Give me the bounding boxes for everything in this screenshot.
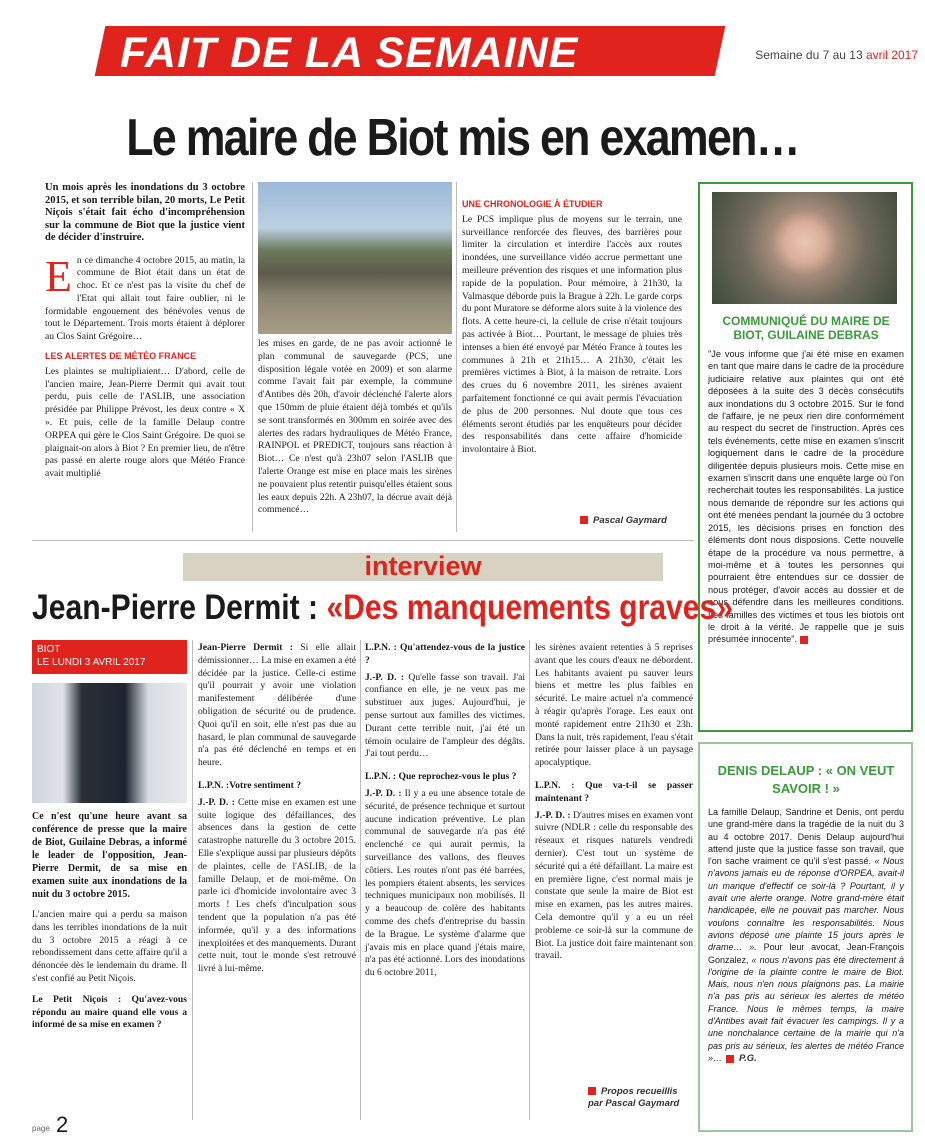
communique-text: "Je vous informe que j'ai été mise en examen en tant que maire dans le cadre de la procédure judiciaire relative aux plaintes qui ont été déposées à la suite des 3 décès consécutifs aux inondations du 3 octobre 2015. Sur le fond de l'affaire, je ne peux rien dire conformément au respect du secret de l'instruction. Après ces tels événements, cette mise en examen s'inscrit logiquement dans le cadre de la procédure diligentée depuis plusieurs mois. Cette mise en examen s'inscrit dans une enquête large où l'on recherchait toutes les responsabilités. La justice nous demande de répondre sur les actions qui ont été menées pendant la journée du 3 octobre 2015, les décisions prises en fonction des éléments dont nous disposions. Cette nouvelle étape de la procédure va nous permettre, à moi-même et à toutes les personnes qui pourraient être entendues sur ce dossier de nous protéger, d'avoir accès au dossier et de nous défendre dans les meilleures conditions. Les familles des victimes et tous les biotois ont le droit à la vérité. Je rappelle que je suis présumée innocente". [708, 349, 904, 645]
question-2: L.P.N. :Votre sentiment ? [198, 779, 302, 791]
page-number: 2 [56, 1112, 69, 1137]
interview-credit: Propos recueillis par Pascal Gaymard [588, 1086, 680, 1109]
delaup-title: DENIS DELAUP : « ON VEUT SAVOIR ! » [717, 763, 895, 796]
answer-3-speaker: J.-P. D. : [365, 671, 405, 683]
article-paragraph-1: n ce dimanche 4 octobre 2015, au matin, la commune de Biot était dans un état de choc. Et ce n'est pas la visite du chef de l'Etat qui allait tout faire oublier, ni le formidable engouement des bénévoles venus de tout le Département. Trois morts étaient à déplorer au Clos Saint Grégoire… [45, 254, 245, 343]
answer-5: D'autres mises en examen vont suivre (NDLR : celle du responsable des réseaux et risques naturels vendredi dernier). C'est tout un système de sécurité qui a été défaillant. La maire est en première ligne, c'est normal mais je constate que seule la maire de Biot est mise en examen, pas les autres maires. Cela demontre qu'il y a eu un réel probleme ce soir-là sur la commune de Biot. La justice doit faire maintenant son travail. [535, 809, 693, 962]
interview-column-2 [198, 642, 356, 980]
delaup-quote-1: « Nous n'avons jamais eu de réponse d'ORPEA, avait-il un manque d'effectif ce soir-là ? Pourtant, il y avait une alerte orange. Notre grand-mère était handicapée, elle ne pouvait pas marcher. Nous voulons connaître les responsabilités. Nous avions déposé une plainte 15 jours après le drame… ». [708, 856, 904, 953]
dropcap: E [45, 251, 72, 301]
subhead-chronologie: UNE CHRONOLOGIE À ÉTUDIER [462, 199, 603, 209]
interview-column-3 [365, 642, 525, 984]
answer-1-speaker: Jean-Pierre Dermit : [198, 642, 293, 653]
question-5: L.P.N. : Que va-t-il se passer maintenant ? [535, 779, 693, 804]
column-divider [529, 640, 530, 1120]
interview-quote: «Des manquements graves» [326, 588, 733, 627]
column-divider [192, 640, 193, 1120]
interview-intro: L'ancien maire qui a perdu sa maison dans les terribles inondations de la nuit du 3 octobre 2015 a réagi à ce rebondissement dans cette affaire qu'il a dénoncée dès le lendemain du drame. Il s'est confié au Petit Niçois. [32, 909, 187, 984]
answer-4: Il y a eu une absence totale de sécurité, de présence technique et surtout aucune indication préventive. Le plan communal de sauvegarde n'a pas été enclenché ce qui aurait permis, la surveillance des vallons, des fleuves côtiers. Les routes n'ont pas été barrées, les pompiers étaient absents, les services techniques municipaux non mobilisés. Il y a beaucoup de colère des habitants comme des chefs d'entreprise du bassin de la Brague. Le système d'alarme que j'avais mis en place quand j'étais maire, n'a pas été actionné. Lors des inondations du 6 octobre 2011, [365, 787, 526, 979]
interview-title [32, 588, 733, 628]
delaup-paragraph-1: La famille Delaup, Sandrine et Denis, ont perdu une grand-mère dans la tragédie de la nuit du 3 au 4 octobre 2017. Denis Delaup aujourd'hui attend juste que la justice fasse son travail, que l'on sache vraiment ce qu'il s'est passé. [708, 807, 904, 867]
interview-column-1 [32, 810, 187, 1036]
mayor-photo [712, 192, 897, 304]
issue-date [728, 48, 918, 62]
issue-date-highlight: avril 2017 [865, 48, 918, 62]
interview-date: LE LUNDI 3 AVRIL 2017 [37, 657, 146, 668]
section-title: FAIT DE LA SEMAINE [120, 29, 579, 77]
interviewee-name: Jean-Pierre Dermit : [32, 588, 327, 627]
question-3: L.P.N. : Qu'attendez-vous de la justice ? [365, 642, 525, 666]
column-divider [360, 640, 361, 1120]
headline: Le maire de Biot mis en examen… [126, 109, 799, 167]
interview-credit-name: par Pascal Gaymard [588, 1098, 680, 1109]
answer-1: Si elle allait démissionner… La mise en examen a été décidée par la justice. Celle-ci estime qu'il pourrait y avoir une violation manifestement délibérée d'une obligation de sécurité ou de prudence. Quoi qu'il en soit, elle n'est pas due au hasard, le plan communal de sauvegarde n'a pas été déclenché en temps et en heure. [198, 642, 356, 769]
article-paragraph-4: Le PCS implique plus de moyens sur le terrain, une surveillance renforcée des fleuves, des barrières pour limiter la circulation et interdire l'accès aux routes inondées, une surveillance vidéo accrue permettant une meilleure prévention des risques et une information plus rapide de la population. Pour mémoire, à 21h30, la Valmasque déborde puis la Brague à 22h. Le garde corps du pont Muratore se déforme alors suite à la violence des flots. A cette heure-ci, la cellule de crise n'était toujours pas activée à Biot… Pourtant, le message de pluies très intenses a bien été envoyé par Météo France à toutes les communes à 21h et 21h15… A 21h30, c'était les premières victimes à Biot, à la maison de retraite. Lors des crues du 6 novembre 2011, les sirènes avaient parfaitement fonctionné ce qui avait permis l'évacuation de plus de 200 personnes. Nul doute que tous ces éléments seront étudiés par les enquêteurs pour décider des responsabilités dans cette affaire d'homicide involontaire à Biot. [462, 213, 682, 456]
article-paragraph-2: Les plaintes se multipliaient… D'abord, celle de l'ancien maire, Jean-Pierre Dermit qui avait tout perdu, puis celle de l'ASLIB, une association présidée par Philippe Prévost, les deux contre « X ». Et puis, celle de la famille Delaup contre ORPEA qui gère le Clos Saint Grégoire. De quoi se plaignait-on alors à Biot ? En premier lieu, de n'être pas passé en alerte rouge alors que Météo France avait multiplié [45, 365, 245, 480]
column-divider [456, 182, 457, 532]
interview-label: interview [364, 551, 482, 581]
end-square-icon [580, 516, 588, 524]
article-paragraph-3: les mises en garde, de ne pas avoir actionné le plan communal de sauvegarde (PCS, une disposition légale votée en 2009) et son alarme comme l'avait fait par exemple, la commune d'Antibes dès 20h, d'avoir déclenché l'alerte alors que 150mm de pluie étaient déjà tombés et qu'ils se sont transformés en 300mm en soirée avec des alertes des radars hydrauliques de Météo France, RAINPOL et PREDICT, toujours sans réaction à Biot… Ce n'est qu'à 23h07 selon l'ASLIB que l'alerte Orange est mise en place mais les sirènes ne pouvaient plus retentir puisqu'elles étaient sous les eaux depuis 22h. A 23h07, la décrue avait déjà commencé… [258, 338, 452, 516]
end-square-icon [800, 636, 808, 644]
end-square-icon [726, 1055, 734, 1063]
answer-4-speaker: J.-P. D. : [365, 787, 402, 799]
dermit-photo [32, 683, 187, 803]
delaup-signature: P.G. [739, 1052, 757, 1064]
article-lead: Un mois après les inondations du 3 octobre 2015, et son terrible bilan, 20 morts, Le Petit Niçois s'était fait écho d'incompréhension sur la commune de Biot que la justice vient de décider d'instruire. [45, 182, 245, 243]
question-1: Le Petit Niçois : Qu'avez-vous répondu au maire quand elle vous a informé de sa mise en examen ? [32, 993, 187, 1031]
flood-photo [258, 182, 452, 334]
article-column-3 [462, 198, 682, 461]
article-column-1 [45, 182, 245, 485]
communique-title: COMMUNIQUÉ DU MAIRE DE BIOT, GUILAINE DEBRAS [722, 314, 890, 342]
delaup-quote-2: « nous n'avons pas été directement à l'origine de la plainte contre le maire de Biot. Mais, nous n'en nous plaignons pas. La mairie n'a pas pris au sérieux les alertes de météo France. Nous le mêmes temps, la maire d'Antibes avait fait évacuer les campings. Il y a une nonchalance certaine de la mairie qui n'a pas pris au sérieux, les alertes de météo France »… [708, 954, 904, 1063]
article-signature: Pascal Gaymard [580, 515, 667, 526]
answer-4-continued: les sirènes avaient retenties à 5 reprises avant que les cours d'eaux ne débordent. Les habitants avaient pu sauver leurs biens et mettre les plus faibles en sécurité. Le maire actuel n'a commencé à réagir qu'après l'orage. Les eaux ont monté rapidement entre 21h30 et 23h. Dans la nuit, très rapidement, l'eau s'était retirée pour laisser place à un paysage apocalyptique. [535, 642, 693, 769]
question-4: L.P.N. : Que reprochez-vous le plus ? [365, 771, 517, 783]
subhead-alertes: LES ALERTES DE MÉTÉO FRANCE [45, 351, 197, 362]
column-divider [252, 182, 253, 532]
interview-column-4 [535, 642, 693, 967]
location-tag: BIOT LE LUNDI 3 AVRIL 2017 [32, 640, 187, 674]
answer-2-speaker: J.-P. D. : [198, 796, 235, 808]
answer-2: Cette mise en examen est une suite logique des défaillances, des absences dans la gestion de cette catastrophe naturelle du 3 octobre 2015. Elle s'explique aussi par plusieurs dépôts de plaintes, celle de l'ASLIB, de la famille Delaup, et de moi-même. On parle ici d'homicide involontaire avec 3 morts ! Les chefs d'inculpation sous tendent que la population n'a pas été informée, qu'il y a des informations inexploitées et des manquements. Durant cette nuit, tout le monde s'est retrouvé livré à lui-même. [198, 796, 356, 975]
interview-lead: Ce n'est qu'une heure avant sa conférence de presse que la maire de Biot, Guilaine Debras, a informé le leader de l'opposition, Jean-Pierre Dermit, de sa mise en examen suite aux inondations de la nuit du 3 octobre 2015. [32, 811, 187, 900]
page-label: page [32, 1124, 50, 1133]
issue-date-prefix: Semaine du 7 au 13 [755, 48, 866, 62]
end-square-icon [588, 1087, 596, 1095]
delaup-paragraph-2: Pour leur avocat, Jean-François Gonzalez, [708, 942, 904, 965]
article-column-2 [258, 338, 452, 521]
horizontal-divider [32, 540, 694, 541]
answer-5-speaker: J.-P. D. : [535, 809, 571, 821]
delaup-text [708, 806, 904, 1065]
answer-3: Qu'elle fasse son travail. J'ai confiance en elle, je ne veux pas me substituer aux juges. Aujourd'hui, je pense surtout aux familles des victimes. Durant cette terrible nuit, j'ai été un témoin oculaire de l'ampleur des dégâts. J'ai tout perdu… [365, 671, 525, 760]
